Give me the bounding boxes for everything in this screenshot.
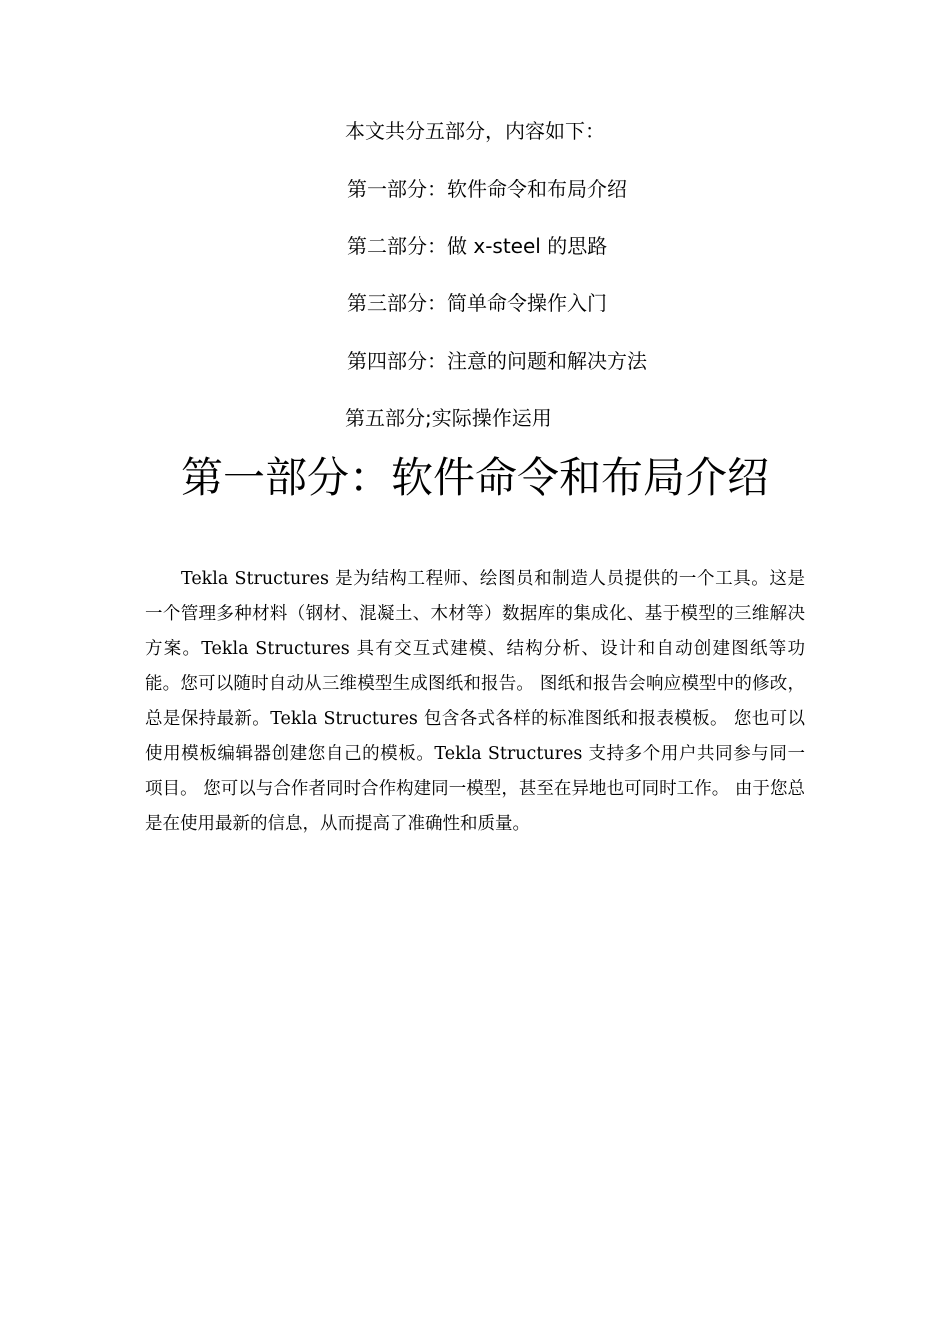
toc-item-part-2: 第二部分：做 x-steel 的思路 (347, 234, 608, 258)
intro-line: 本文共分五部分，内容如下： (345, 119, 605, 143)
section-heading: 第一部分：软件命令和布局介绍 (180, 453, 769, 502)
toc-item-part-1: 第一部分：软件命令和布局介绍 (347, 177, 627, 201)
toc-item-part-3: 第三部分：简单命令操作入门 (347, 291, 607, 315)
body-paragraph: Tekla Structures 是为结构工程师、绘图员和制造人员提供的一个工具。这是一个管理多种材料（钢材、混凝土、木材等）数据库的集成化、基于模型的三维解决方案。Tekla Structures 具有交互式建模、结构分析、设计和自动创建图纸等功能。您可以随时自动从三维模型生成图纸和报告。 图纸和报告会响应模型中的修改，总是保持最新。Tekla Structures 包含各式各样的标准图纸和报表模板。 您也可以使用模板编辑器创建您自己的模板。Tekla Structures 支持多个用户共同参与同一项目。 您可以与合作者同时合作构建同一模型，甚至在异地也可同时工作。 由于您总是在使用最新的信息，从而提高了准确性和质量。 (145, 569, 805, 834)
toc-item-part-5: 第五部分;实际操作运用 (345, 406, 552, 430)
toc-item-part-4: 第四部分：注意的问题和解决方法 (347, 349, 647, 373)
